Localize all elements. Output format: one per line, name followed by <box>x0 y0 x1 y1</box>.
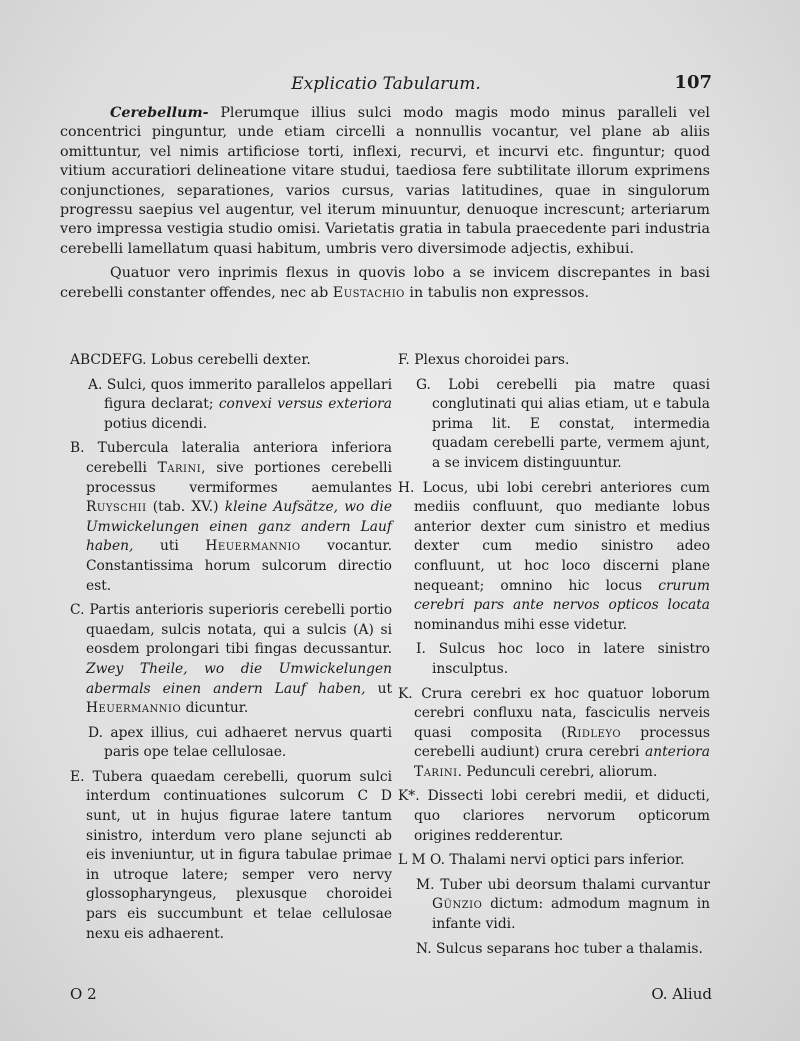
entry-a-italic: convexi versus exteriora <box>218 396 392 413</box>
entry-d: D. apex illius, cui adhaeret nervus quarti paris ope telae cellulosae. <box>88 724 392 761</box>
margin-keyword: Cerebellum- <box>110 105 209 121</box>
entry-a-text: A. Sulci, quos immerito parallelos appellari figura declarat; <box>88 376 392 413</box>
entry-e: E. Tubera quaedam cerebelli, quorum sulci interdum continuationes sulcorum C D sunt, ut in hujus figurae latere tantum sinistro, interdum vero plane sejuncti ab eis inveniuntur, ut in figura tabulae primae in utroque latere; semper vero nervy glossopharyngeus, plexusque choroidei pars eis succumbunt et telae cellulosae nexu eis adhaerent. <box>70 768 392 942</box>
entry-h-italic: crurum cerebri pars ante nervos opticos locata <box>414 577 710 614</box>
entry-abcdefg: ABCDEFG. Lobus cerebelli dexter. <box>70 352 311 368</box>
running-head: Explicatio Tabularum. <box>291 74 481 94</box>
entry-b-italic: kleine Aufsätze, wo die Umwickelungen einen ganz andern Lauf haben, <box>86 499 392 555</box>
entry-a-tail: potius dicendi. <box>104 415 208 432</box>
entry-b-text-c: (tab. XV.) <box>152 499 219 516</box>
entry-h <box>398 479 710 636</box>
left-column <box>70 351 392 949</box>
entry-k <box>398 685 710 783</box>
entry-i: I. Sulcus hoc loco in latere sinistro insculptus. <box>416 641 710 677</box>
entry-k-name-2: Tarini <box>414 763 458 780</box>
entry-c-italic: Zwey Theile, wo die Umwickelungen abermals einen andern Lauf haben, <box>86 660 392 697</box>
entry-f: F. Plexus choroidei pars. <box>398 352 570 368</box>
entry-b-name-3: Heuermannio <box>205 538 301 555</box>
entry-lmo: L M O. Thalami nervi optici pars inferior. <box>398 852 685 869</box>
entry-b-text-e: vocantur. Constantissima horum sulcorum directio est. <box>86 538 393 594</box>
catchword: O. Aliud <box>651 985 712 1003</box>
intro-paragraph-2-text-b: in tabulis non expressos. <box>409 284 590 301</box>
entry-g: G. Lobi cerebelli pia matre quasi conglutinati qui alias etiam, ut e tabula prima lit. E constat, intermedia quadam cerebelli parte, vermem ajunt, a se invicem distinguuntur. <box>416 376 710 471</box>
entry-h-text-b: nominandus mihi esse videtur. <box>414 616 628 633</box>
entry-b-text-d: uti <box>159 538 179 555</box>
intro-text <box>60 104 710 303</box>
signature-mark: O 2 <box>70 985 97 1003</box>
intro-paragraph-2 <box>60 264 710 303</box>
page-number: 107 <box>674 72 712 93</box>
entry-b-text-b: , sive portiones cerebelli processus vermiformes aemulantes <box>86 459 393 496</box>
entry-k-name-1: Ridleyo <box>566 724 622 741</box>
entry-c-text-a: C. Partis anterioris superioris cerebelli portio quaedam, sulcis notata, qui a sulcis (A) si eosdem prolongari tibi fingas decussantur. <box>70 602 392 658</box>
entry-c-text-b: ut <box>377 680 392 697</box>
right-column <box>398 351 710 964</box>
entry-a <box>70 376 392 435</box>
entry-m-name: Günzio <box>432 896 483 913</box>
entry-h-text-a: H. Locus, ubi lobi cerebri anteriores cum mediis confluunt, quo mediante lobus anterior dexter cum sinistro et medius dexter cum medio sinistro adeo confluunt, ut hoc loco discerni plane nequeant; omnino hic locus <box>398 479 710 594</box>
entry-k-text-a: K. Crura cerebri ex hoc quatuor loborum cerebri confluxu nata, fasciculis nerveis quasi composita ( <box>398 685 710 741</box>
entry-c-text-c: dicuntur. <box>185 700 249 717</box>
entry-k-text-c: . Pedunculi cerebri, aliorum. <box>457 763 658 780</box>
entry-m-text-b: dictum: admodum magnum in infante vidi. <box>432 896 710 933</box>
entry-b-name-2: Ruyschii <box>86 499 147 516</box>
intro-paragraph-1-text: Plerumque illius sulci modo magis modo minus paralleli vel concentrici pinguntur, unde etiam circelli a nonnullis vocantur, vel plane ab aliis omittuntur, vel nimis artificiose torti, inflexi, recurvi, et incurvi etc. finguntur; quod vitium accuratiori delineatione vitare studui, taediosa fere subtilitate illorum exprimens conjunctiones, separationes, varios cursus, varias latitudines, quae in singulorum progressu saepius vel augentur, vel iterum minuuntur, denuoque increscunt; arteriarum vero impressa vestigia studio omisi. Varietatis gratia in tabula praecedente pari industria cerebelli lamellatum quasi habitum, umbris vero diversimode adjectis, exhibui. <box>60 105 710 257</box>
intro-paragraph-1 <box>60 104 710 259</box>
page-header <box>60 70 712 100</box>
entry-b-text-a: B. Tubercula lateralia anteriora inferiora cerebelli <box>70 440 392 476</box>
entry-c-name: Heuermannio <box>86 700 182 717</box>
entry-b <box>70 439 392 596</box>
author-name: Eustachio <box>332 284 405 301</box>
intro-paragraph-2-text-a: Quatuor vero inprimis flexus in quovis lobo a se invicem discrepantes in basi cerebelli constanter offendes, nec ab <box>60 265 710 301</box>
entry-k-star: K*. Dissecti lobi cerebri medii, et diducti, quo clariores nervorum opticorum origines redderentur. <box>398 788 710 844</box>
entry-k-italic: anteriora <box>645 744 710 761</box>
entry-n: N. Sulcus separans hoc tuber a thalamis. <box>416 940 703 957</box>
entry-c <box>70 601 392 719</box>
entry-b-name-1: Tarini <box>157 459 202 476</box>
entry-m-text-a: M. Tuber ubi deorsum thalami curvantur <box>416 876 710 893</box>
page-footer <box>60 985 712 1009</box>
entry-k-text-b: processus cerebelli audiunt) crura cerebri <box>414 724 711 761</box>
entry-m <box>398 876 710 935</box>
